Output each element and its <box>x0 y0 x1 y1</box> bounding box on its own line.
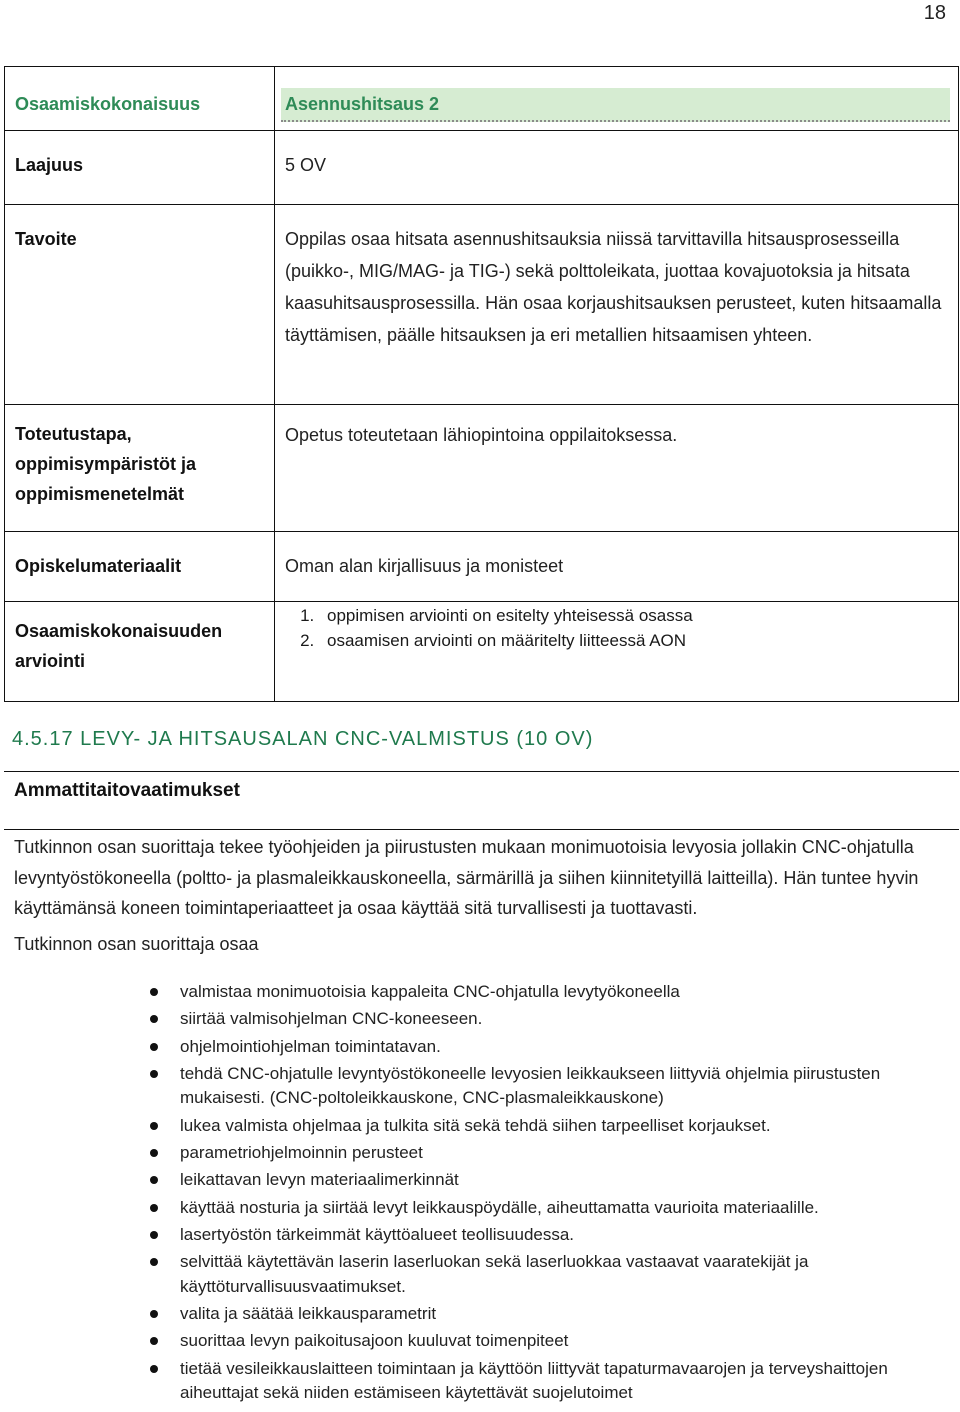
module-table <box>4 66 959 702</box>
list-item: siirtää valmisohjelman CNC-koneeseen. <box>150 1007 940 1032</box>
bullet-icon <box>150 1337 158 1345</box>
list-item: ohjelmointiohjelman toimintatavan. <box>150 1035 940 1060</box>
requirements-heading: Ammattitaitovaatimukset <box>14 780 240 801</box>
list-item: valita ja säätää leikkausparametrit <box>150 1302 940 1327</box>
list-item: parametriohjelmoinnin perusteet <box>150 1141 940 1166</box>
table-row <box>5 205 959 405</box>
assessment-list <box>275 603 958 653</box>
module-header-label: Osaamiskokonaisuus <box>15 94 201 114</box>
bullet-icon <box>150 1149 158 1157</box>
list-item: tietää vesileikkauslaitteen toimintaan ja käyttöön liittyvät tapaturmavaarojen ja terveyshaittojen aiheuttajat sekä niiden estämiseen käytettävät suojelutoimet <box>150 1357 940 1406</box>
bullet-icon <box>150 1204 158 1212</box>
bullet-icon <box>150 1070 158 1078</box>
table-row <box>5 131 959 205</box>
table-row <box>5 67 959 131</box>
list-item: leikattavan levyn materiaalimerkinnät <box>150 1168 940 1193</box>
header-label-cell <box>5 67 275 131</box>
bullet-icon <box>150 1258 158 1266</box>
module-header-value: Asennushitsaus 2 <box>281 88 950 122</box>
bullet-icon <box>150 1365 158 1373</box>
bullet-icon <box>150 1015 158 1023</box>
requirements-heading-box <box>4 771 959 830</box>
row-label: Toteutustapa, oppimisympäristöt ja oppimismenetelmät <box>15 424 197 504</box>
page-number: 18 <box>923 2 946 24</box>
list-item: lukea valmista ohjelmaa ja tulkita sitä sekä tehdä siihen tarpeelliset korjaukset. <box>150 1114 940 1139</box>
assessment-label: Osaamiskokonaisuuden arviointi <box>15 621 223 671</box>
skills-list <box>150 980 940 1408</box>
table-row <box>5 405 959 532</box>
list-item: tehdä CNC-ohjatulle levyntyöstökoneelle levyosien leikkaukseen liittyviä ohjelmia piirustusten mukaisesti. (CNC-poltoleikkauskone, CNC-plasmaleikkauskone) <box>150 1062 940 1111</box>
row-label: Tavoite <box>15 229 77 249</box>
intro-paragraph: Tutkinnon osan suorittaja tekee työohjeiden ja piirustusten mukaan monimuotoisia levyosia jollakin CNC-ohjatulla levyntyöstökoneella (poltto- ja plasmaleikkauskoneella, särmärillä ja siihen kiinnitetyillä laitteilla). Hän tuntee hyvin käyttämänsä koneen toimintaperiaatteet ja osaa käyttää sitä turvallisesti ja tuottavasti. <box>14 837 919 918</box>
row-value: 5 OV <box>285 155 327 175</box>
list-item: valmistaa monimuotoisia kappaleita CNC-ohjatulla levytyökoneella <box>150 980 940 1005</box>
list-item: 2. osaamisen arviointi on määritelty liitteessä AON <box>319 628 958 653</box>
section-title: 4.5.17 LEVY- JA HITSAUSALAN CNC-VALMISTUS (10 OV) <box>12 728 594 750</box>
bullet-icon <box>150 1231 158 1239</box>
header-value-cell <box>275 67 959 131</box>
lead-text: Tutkinnon osan suorittaja osaa <box>14 934 259 954</box>
row-label: Opiskelumateriaalit <box>15 556 182 576</box>
list-item: lasertyöstön tärkeimmät käyttöalueet teollisuudessa. <box>150 1223 940 1248</box>
list-item: suorittaa levyn paikoitusajoon kuuluvat toimenpiteet <box>150 1329 940 1354</box>
list-item: käyttää nosturia ja siirtää levyt leikkauspöydälle, aiheuttamatta vaurioita materiaalille. <box>150 1196 940 1221</box>
bullet-icon <box>150 1043 158 1051</box>
list-item: selvittää käytettävän laserin laserluokan sekä laserluokkaa vastaavat vaaratekijät ja käyttöturvallisuusvaatimukset. <box>150 1250 940 1299</box>
row-value: Oman alan kirjallisuus ja monisteet <box>285 556 564 576</box>
bullet-icon <box>150 1310 158 1318</box>
row-value: Opetus toteutetaan lähiopintoina oppilaitoksessa. <box>285 425 678 445</box>
list-item: 1. oppimisen arviointi on esitelty yhteisessä osassa <box>319 603 958 628</box>
table-row <box>5 532 959 602</box>
row-label: Laajuus <box>15 155 84 175</box>
bullet-icon <box>150 988 158 996</box>
row-value: Oppilas osaa hitsata asennushitsauksia niissä tarvittavilla hitsausprosesseilla (puikko-, MIG/MAG- ja TIG-) sekä polttoleikata, juottaa kovajuotoksia ja hitsata kaasuhitsausprosessilla. Hän osaa korjaushitsauksen perusteet, kuten hitsaamalla täyttämisen, päälle hitsauksen ja eri metallien hitsaamisen yhteen. <box>285 229 942 345</box>
table-row <box>5 602 959 702</box>
bullet-icon <box>150 1122 158 1130</box>
bullet-icon <box>150 1176 158 1184</box>
